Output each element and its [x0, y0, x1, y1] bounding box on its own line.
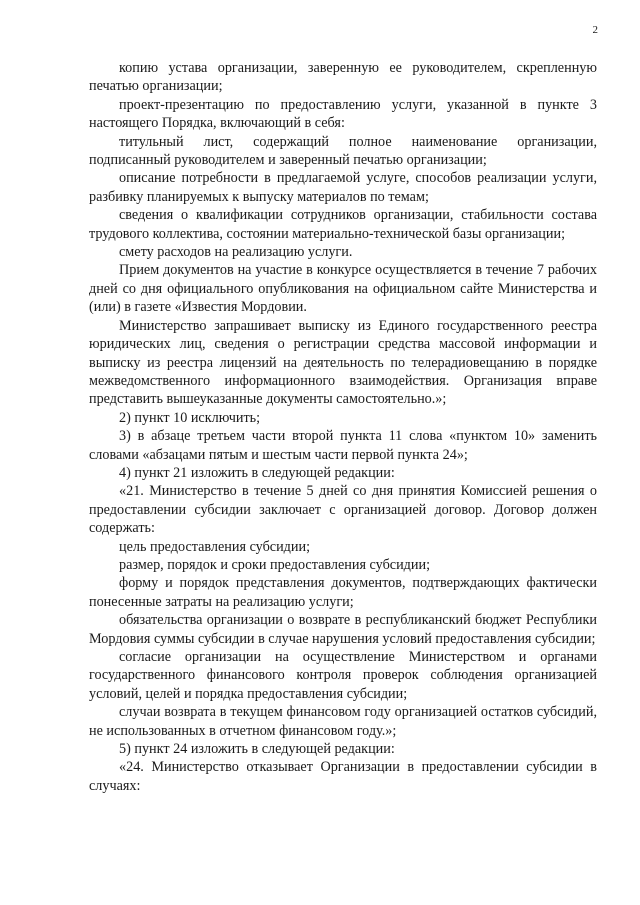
paragraph: обязательства организации о возврате в республиканский бюджет Республики Мордовия суммы субсидии в случае нарушения условий предоставления субсидии; — [89, 612, 597, 647]
list-item: 5) пункт 24 изложить в следующей редакции: — [119, 741, 395, 758]
paragraph: копию устава организации, заверенную ее руководителем, скрепленную печатью организации; — [89, 60, 597, 95]
paragraph: «24. Министерство отказывает Организации в предоставлении субсидии в случаях: — [89, 759, 597, 794]
list-item: 4) пункт 21 изложить в следующей редакции: — [119, 464, 395, 481]
paragraph: случаи возврата в текущем финансовом году организацией остатков субсидий, не использованных в отчетном финансовом году.»; — [89, 704, 597, 739]
paragraph: титульный лист, содержащий полное наименование организации, подписанный руководителем и заверенный печатью организации; — [89, 133, 597, 169]
paragraph: сведения о квалификации сотрудников организации, стабильности состава трудового коллектива, состоянии материально-технической базы организации; — [89, 207, 597, 242]
paragraph: проект-презентацию по предоставлению услуги, указанной в пункте 3 настоящего Порядка, включающий в себя: — [89, 96, 597, 132]
paragraph: Прием документов на участие в конкурсе осуществляется в течение 7 рабочих дней со дня официального опубликования на официальном сайте Министерства и (или) в газете «Известия Мордовии. — [89, 262, 597, 316]
paragraph: «21. Министерство в течение 5 дней со дня принятия Комиссией решения о предоставлении субсидии заключает с организацией договор. Договор должен содержать: — [89, 483, 597, 537]
paragraph: цель предоставления субсидии; — [119, 538, 311, 555]
document-body — [89, 59, 597, 795]
list-item: 2) пункт 10 исключить; — [119, 409, 261, 426]
paragraph: смету расходов на реализацию услуги. — [119, 244, 353, 261]
list-item: 3) в абзаце третьем части второй пункта 11 слова «пунктом 10» заменить словами «абзацами пятым и шестым части первой пункта 24»; — [89, 428, 597, 463]
paragraph: размер, порядок и сроки предоставления субсидии; — [119, 556, 431, 573]
paragraph: описание потребности в предлагаемой услуге, способов реализации услуги, разбивку планируемых к выпуску материалов по темам; — [89, 170, 597, 205]
paragraph: Министерство запрашивает выписку из Единого государственного реестра юридических лиц, сведения о регистрации средства массовой информации и выписку из реестра лицензий на деятельность по телерадиовещанию в порядке межведомственного информационного взаимодействия. Организация вправе представить вышеуказанные документы самостоятельно.»; — [89, 317, 597, 408]
paragraph: форму и порядок представления документов, подтверждающих фактически понесенные затраты на реализацию услуги; — [89, 575, 597, 610]
page-number: 2 — [592, 24, 598, 36]
paragraph: согласие организации на осуществление Министерством и органами государственного финансового контроля проверок соблюдения организацией условий, целей и порядка предоставления субсидии; — [89, 649, 597, 702]
